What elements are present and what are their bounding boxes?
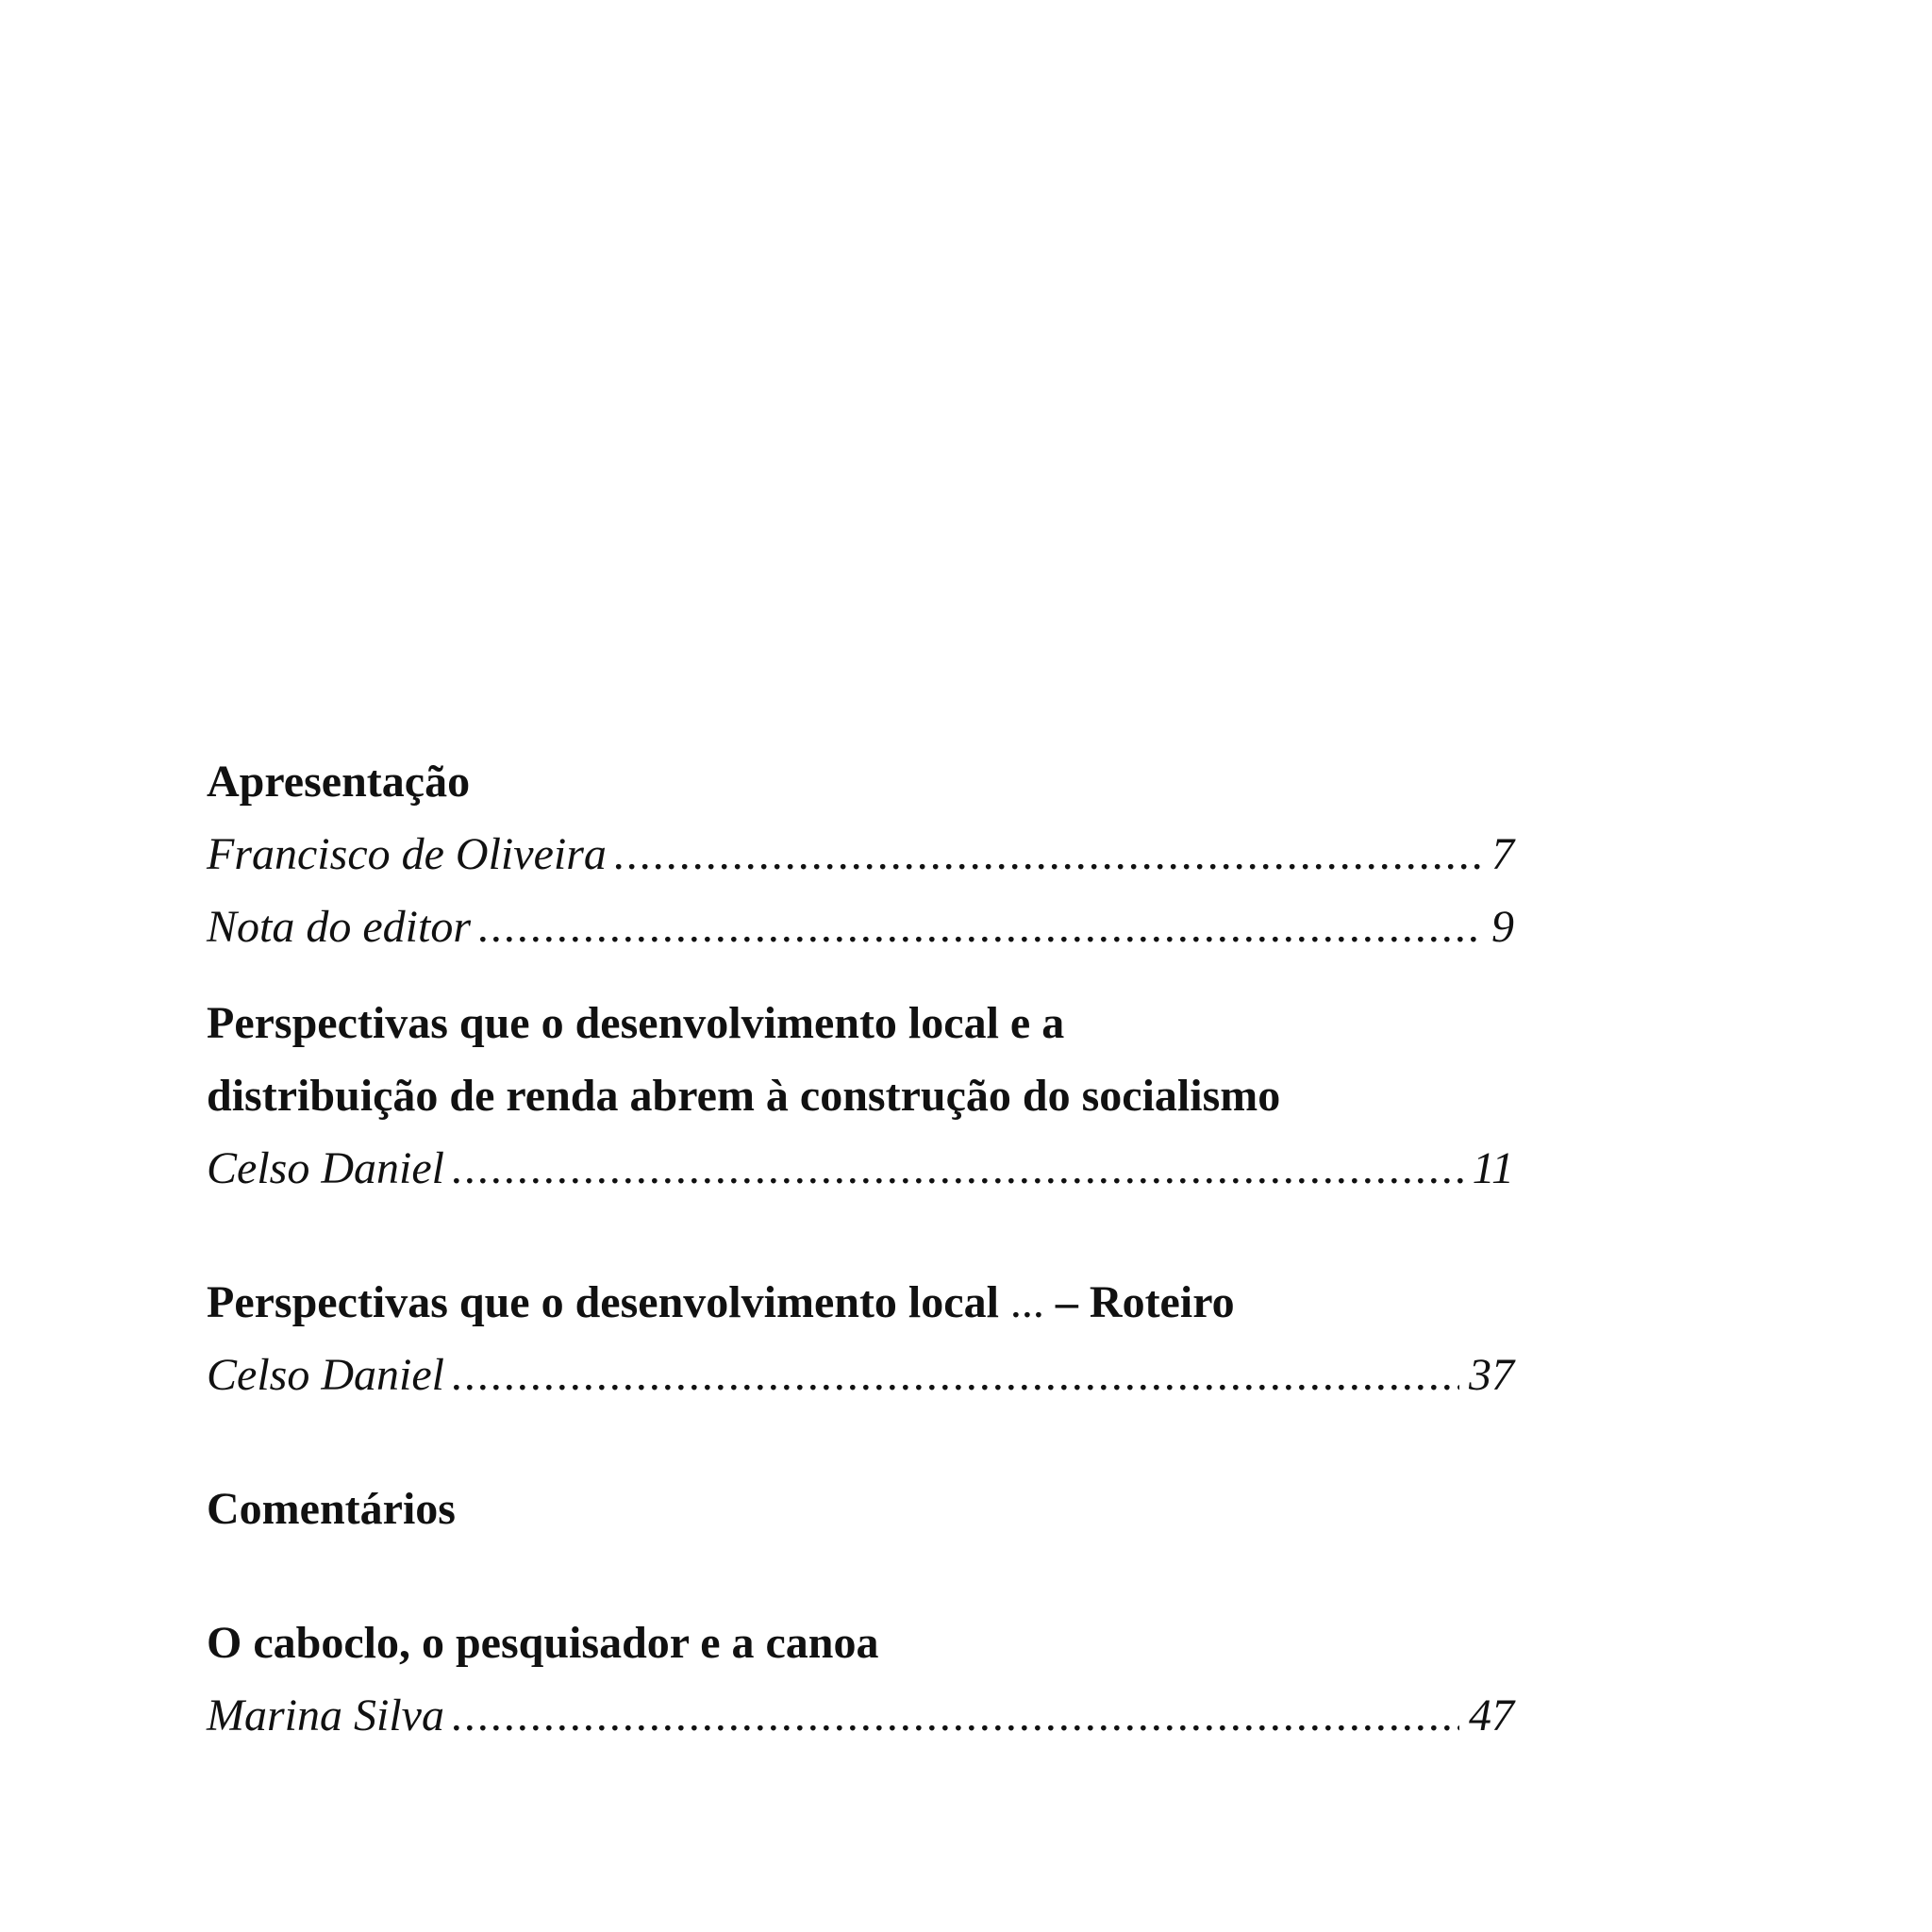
toc-page-number: 47 [1469,1690,1514,1740]
dot-leader [614,818,1482,891]
toc-entry-francisco [207,818,1514,891]
toc-heading-roteiro-part1: Perspectivas que o desenvolvimento local [207,1277,1010,1327]
toc-author: Celso Daniel [207,1143,444,1193]
toc-heading-comentarios: Comentários [207,1484,456,1534]
dot-leader [478,891,1482,963]
toc-entry-marina-silva [207,1679,1514,1752]
toc-heading-roteiro-ellipsis: ... [1009,1277,1044,1327]
toc-author: Francisco de Oliveira [207,829,607,879]
toc-heading-perspectivas-line2: distribuição de renda abrem à construção do socialismo [207,1071,1281,1121]
dot-leader [452,1132,1463,1205]
toc-page-number: 11 [1472,1143,1514,1193]
toc-entry-celso-daniel-2 [207,1339,1514,1411]
toc-author: Celso Daniel [207,1350,444,1400]
toc-heading-roteiro [207,1266,1514,1339]
toc-author: Nota do editor [207,902,472,952]
toc-page-number: 37 [1469,1350,1514,1400]
toc-page-number: 7 [1491,829,1514,879]
table-of-contents [207,745,1514,1752]
dot-leader [452,1339,1459,1411]
toc-heading-roteiro-part2: – Roteiro [1043,1277,1235,1327]
toc-author: Marina Silva [207,1690,444,1740]
dot-leader [452,1679,1459,1752]
toc-heading-apresentacao: Apresentação [207,757,471,807]
toc-heading-perspectivas-line1: Perspectivas que o desenvolvimento local e a [207,998,1065,1048]
toc-heading-caboclo: O caboclo, o pesquisador e a canoa [207,1618,879,1668]
toc-entry-nota-editor [207,891,1514,963]
toc-page-number: 9 [1491,902,1514,952]
toc-entry-celso-daniel-1 [207,1132,1514,1205]
